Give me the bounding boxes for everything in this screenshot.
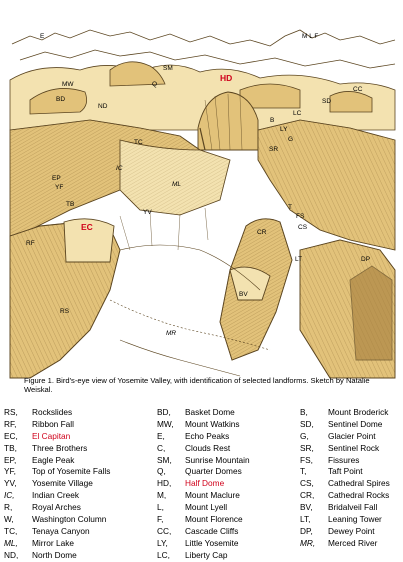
label-rf: RF <box>26 240 35 247</box>
legend-name: Indian Creek <box>32 490 80 501</box>
legend-code: LT, <box>300 514 311 525</box>
legend-code: EC, <box>4 430 18 441</box>
legend-row <box>300 526 390 538</box>
legend-name: Yosemite Village <box>32 478 93 489</box>
legend-name: Sentinel Rock <box>328 442 380 453</box>
legend-row <box>157 538 250 550</box>
label-hd: HD <box>220 73 233 83</box>
legend-row <box>4 455 110 467</box>
legend-name: Rockslides <box>32 407 73 417</box>
legend-code: LY, <box>157 537 168 548</box>
legend-code: HD, <box>157 478 172 489</box>
legend-name: Top of Yosemite Falls <box>32 466 111 477</box>
legend-name: Sentinel Dome <box>328 418 383 429</box>
legend-row <box>157 550 250 562</box>
label-ic: IC <box>116 165 123 172</box>
label-yf: YF <box>55 184 64 191</box>
legend-row <box>4 419 110 431</box>
label-t: T <box>288 204 292 211</box>
legend-name: Taft Point <box>328 466 363 477</box>
legend-code: BV, <box>300 502 313 513</box>
legend-code: LC, <box>157 549 170 560</box>
legend-code: W, <box>4 514 14 525</box>
legend-row <box>4 526 110 538</box>
legend-name: Quarter Domes <box>185 466 242 477</box>
legend-code: R, <box>4 502 13 513</box>
legend-row <box>157 431 250 443</box>
legend-row <box>300 502 390 514</box>
label-e: E <box>40 33 45 40</box>
label-lt: LT <box>295 256 303 263</box>
legend-row <box>157 443 250 455</box>
legend-column-3 <box>300 407 390 550</box>
label-ml: ML <box>172 181 182 188</box>
legend-row <box>157 466 250 478</box>
legend-name: Three Brothers <box>32 442 88 453</box>
legend-row <box>4 514 110 526</box>
label-cc: CC <box>353 86 363 93</box>
legend-code: EP, <box>4 454 17 465</box>
label-cr: CR <box>257 229 267 236</box>
label-rs: RS <box>60 308 70 315</box>
legend-name: Glacier Point <box>328 430 376 441</box>
legend-column-2 <box>157 407 250 562</box>
legend-row <box>4 502 110 514</box>
label-bd: BD <box>56 96 66 103</box>
legend-name: Royal Arches <box>32 502 81 513</box>
legend-code: YF, <box>4 466 16 477</box>
legend-name: Little Yosemite <box>185 537 239 548</box>
label-ec: EC <box>81 222 93 232</box>
legend-row <box>300 466 390 478</box>
legend-name: Sunrise Mountain <box>185 454 250 465</box>
legend-row <box>300 455 390 467</box>
label-dp: DP <box>361 256 371 263</box>
legend-name: Dewey Point <box>328 525 375 536</box>
label-g: G <box>288 136 294 143</box>
legend-code: MW, <box>157 418 174 429</box>
legend-name: Fissures <box>328 454 360 465</box>
legend-row <box>157 407 250 419</box>
legend-row <box>157 514 250 526</box>
legend-name: Basket Dome <box>185 407 235 417</box>
legend-code: CR, <box>300 490 315 501</box>
legend-code: IC, <box>4 490 15 501</box>
legend-name-half-dome: Half Dome <box>185 478 225 489</box>
legend-code: T, <box>300 466 307 477</box>
label-sm: SM <box>163 65 173 72</box>
label-q: Q <box>152 81 158 88</box>
legend-code: E, <box>157 430 165 441</box>
legend-code: TB, <box>4 442 17 453</box>
legend-row <box>157 526 250 538</box>
legend-code: SM, <box>157 454 172 465</box>
legend-row <box>300 490 390 502</box>
legend-name: Ribbon Fall <box>32 418 74 429</box>
legend-row <box>4 407 110 419</box>
label-cs: CS <box>298 224 308 231</box>
legend-row <box>300 443 390 455</box>
label-ly: LY <box>280 126 288 133</box>
legend-name: Washington Column <box>32 514 107 525</box>
legend-code: M, <box>157 490 167 501</box>
legend-name: Mount Florence <box>185 514 243 525</box>
legend-row <box>4 538 110 550</box>
label-mr: MR <box>166 330 177 337</box>
legend-code: ML, <box>4 537 18 548</box>
label-b: B <box>270 117 275 124</box>
legend-code: C, <box>157 442 166 453</box>
legend-row <box>300 419 390 431</box>
legend-name: Liberty Cap <box>185 549 228 560</box>
legend-row <box>300 538 390 550</box>
legend-code: RS, <box>4 407 18 417</box>
legend-row <box>300 478 390 490</box>
label-sr: SR <box>269 146 279 153</box>
legend-column-1 <box>4 407 110 562</box>
label-sd: SD <box>322 98 332 105</box>
legend-code: TC, <box>4 525 18 536</box>
legend-code: CS, <box>300 478 314 489</box>
legend-code: ND, <box>4 549 19 560</box>
legend-code: YV, <box>4 478 17 489</box>
legend-row <box>157 502 250 514</box>
legend-name: Echo Peaks <box>185 430 230 441</box>
legend-code: SD, <box>300 418 314 429</box>
figure-caption: Figure 1. Bird's-eye view of Yosemite Valley, with identification of selected landforms. Sketch by Natalie Weiskal. <box>24 376 370 394</box>
legend-row <box>300 514 390 526</box>
legend-row <box>157 419 250 431</box>
legend-name: Cathedral Spires <box>328 478 390 489</box>
label-fs: FS <box>296 213 305 220</box>
legend-name: Leaning Tower <box>328 514 382 525</box>
label-mlf: M L F <box>302 33 319 40</box>
legend-row <box>4 550 110 562</box>
legend-code: SR, <box>300 442 314 453</box>
label-ep: EP <box>52 175 61 182</box>
legend-row <box>4 490 110 502</box>
legend-row <box>157 490 250 502</box>
legend-row <box>4 443 110 455</box>
legend-row <box>300 407 390 419</box>
legend-code: G, <box>300 430 309 441</box>
legend-row <box>300 431 390 443</box>
legend-name: Bridalveil Fall <box>328 502 378 513</box>
label-tc: TC <box>134 139 143 146</box>
legend-code: B, <box>300 407 308 417</box>
legend-name: Mirror Lake <box>32 537 74 548</box>
legend-name: Cascade Cliffs <box>185 525 239 536</box>
legend-row <box>4 431 110 443</box>
legend-name: Mount Watkins <box>185 418 240 429</box>
legend-code: MR, <box>300 537 316 548</box>
legend-row <box>4 466 110 478</box>
legend-code: FS, <box>300 454 313 465</box>
legend-row <box>157 455 250 467</box>
legend-name: Clouds Rest <box>185 442 231 453</box>
legend-code: L, <box>157 502 164 513</box>
label-lc: LC <box>293 110 302 117</box>
legend-name: North Dome <box>32 549 77 560</box>
legend-name: Eagle Peak <box>32 454 75 465</box>
legend-row <box>4 478 110 490</box>
legend-name: Mount Maclure <box>185 490 240 501</box>
foreground-cliffs <box>10 219 395 378</box>
legend-name: Mount Broderick <box>328 407 389 417</box>
label-tb: TB <box>66 201 75 208</box>
legend-name-el-capitan: El Capitan <box>32 430 71 441</box>
legend-name: Cathedral Rocks <box>328 490 390 501</box>
legend-name: Mount Lyell <box>185 502 228 513</box>
label-bv: BV <box>239 291 248 298</box>
legend-row <box>157 478 250 490</box>
legend-code: F, <box>157 514 164 525</box>
distant-ridges <box>12 30 395 68</box>
legend-code: DP, <box>300 525 313 536</box>
legend-name: Merced River <box>328 537 378 548</box>
label-mw: MW <box>62 81 74 88</box>
legend-code: RF, <box>4 418 17 429</box>
legend-code: Q, <box>157 466 166 477</box>
legend-code: BD, <box>157 407 171 417</box>
label-yv: YV <box>143 209 152 216</box>
legend-name: Tenaya Canyon <box>32 525 90 536</box>
legend-code: CC, <box>157 525 172 536</box>
label-nd: ND <box>98 103 108 110</box>
